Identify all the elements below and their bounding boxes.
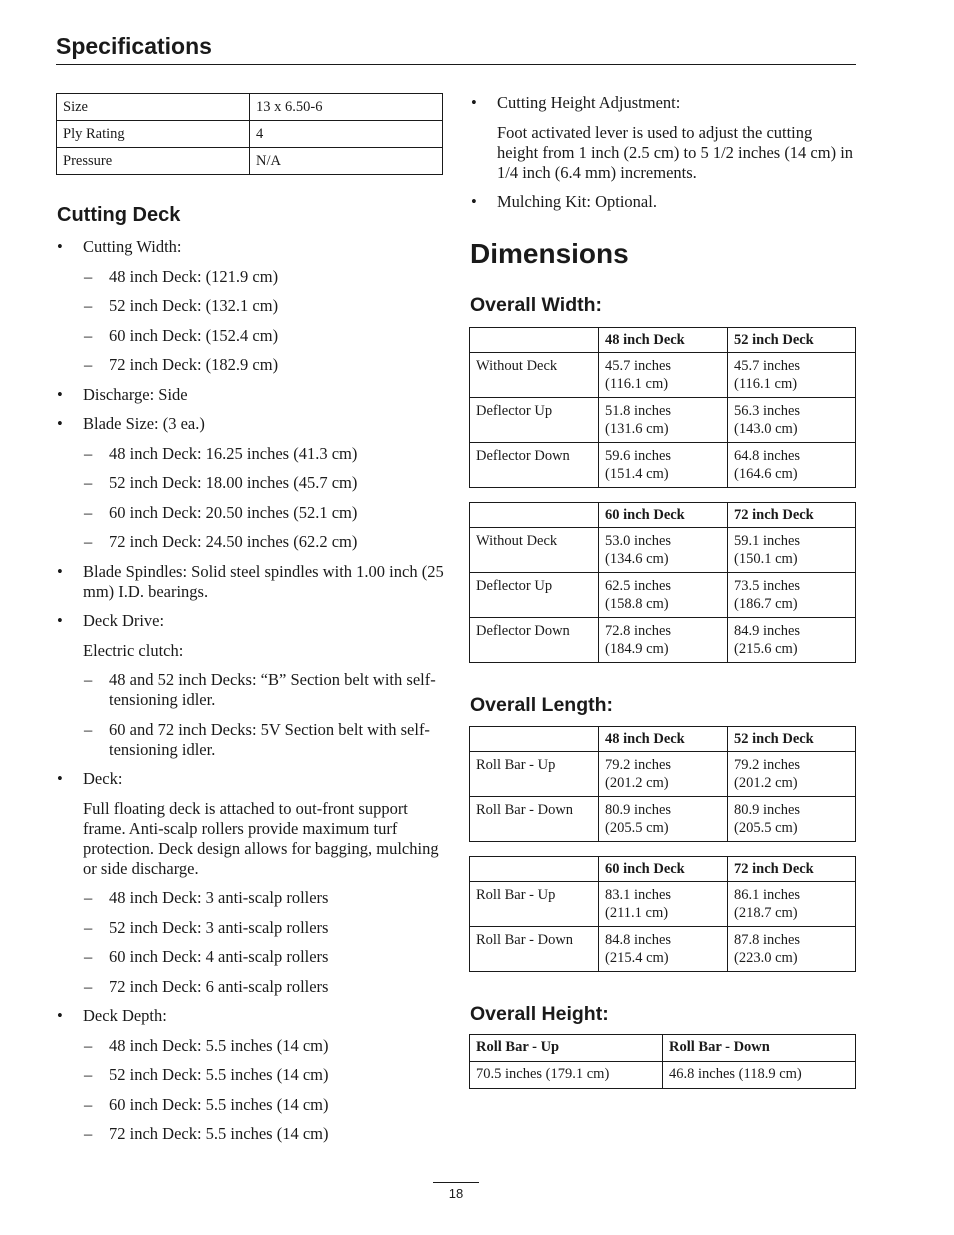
table-cell-label: Pressure bbox=[57, 148, 250, 175]
table-header-row bbox=[470, 503, 856, 528]
list-item: – 48 inch Deck: (121.9 cm) bbox=[56, 267, 446, 287]
table-header-cell bbox=[470, 328, 599, 353]
list-item: – 60 inch Deck: 4 anti-scalp rollers bbox=[56, 947, 446, 967]
table-header-cell: 72 inch Deck bbox=[728, 503, 856, 528]
overall-length-table-48-52 bbox=[469, 726, 856, 842]
table-header-row bbox=[470, 328, 856, 353]
list-item: – 52 inch Deck: 3 anti-scalp rollers bbox=[56, 918, 446, 938]
table-cell-value: 56.3 inches (143.0 cm) bbox=[728, 398, 856, 443]
table-cell-value: 45.7 inches (116.1 cm) bbox=[599, 353, 728, 398]
list-item: – 52 inch Deck: 5.5 inches (14 cm) bbox=[56, 1065, 446, 1085]
table-cell-value: 80.9 inches (205.5 cm) bbox=[599, 797, 728, 842]
table-row bbox=[57, 121, 443, 148]
table-row bbox=[57, 94, 443, 121]
list-item: – 60 inch Deck: 5.5 inches (14 cm) bbox=[56, 1095, 446, 1115]
table-cell-value: 87.8 inches (223.0 cm) bbox=[728, 927, 856, 972]
list-item: – 48 inch Deck: 16.25 inches (41.3 cm) bbox=[56, 444, 446, 464]
table-row bbox=[470, 1062, 856, 1089]
table-header-cell: 60 inch Deck bbox=[599, 503, 728, 528]
overall-height-table bbox=[469, 1034, 856, 1089]
table-row bbox=[470, 353, 856, 398]
list-item: – 60 and 72 inch Decks: 5V Section belt with self-tensioning idler. bbox=[56, 720, 446, 760]
overall-length-table-60-72 bbox=[469, 856, 856, 972]
list-item: • Cutting Height Adjustment: bbox=[470, 93, 854, 113]
table-row bbox=[470, 528, 856, 573]
table-header-cell: 60 inch Deck bbox=[599, 857, 728, 882]
table-cell-label: Roll Bar - Up bbox=[470, 752, 599, 797]
overall-width-heading: Overall Width: bbox=[470, 294, 603, 316]
list-item: – 60 inch Deck: 20.50 inches (52.1 cm) bbox=[56, 503, 446, 523]
table-cell-label: Deflector Up bbox=[470, 398, 599, 443]
table-cell-value: 84.9 inches (215.6 cm) bbox=[728, 618, 856, 663]
table-row bbox=[57, 148, 443, 175]
table-cell-value: 79.2 inches (201.2 cm) bbox=[728, 752, 856, 797]
cutting-deck-list bbox=[56, 237, 446, 1144]
table-row bbox=[470, 398, 856, 443]
table-cell-value: 46.8 inches (118.9 cm) bbox=[663, 1062, 856, 1089]
table-cell-value: 4 bbox=[250, 121, 443, 148]
table-header-cell: 48 inch Deck bbox=[599, 328, 728, 353]
table-cell-label: Roll Bar - Down bbox=[470, 797, 599, 842]
table-header-cell: 72 inch Deck bbox=[728, 857, 856, 882]
list-item: – 48 inch Deck: 5.5 inches (14 cm) bbox=[56, 1036, 446, 1056]
list-item: • Blade Size: (3 ea.) bbox=[56, 414, 446, 434]
overall-width-table-60-72 bbox=[469, 502, 856, 663]
table-cell-value: N/A bbox=[250, 148, 443, 175]
table-cell-label: Without Deck bbox=[470, 528, 599, 573]
page-number: 18 bbox=[448, 1186, 464, 1201]
table-cell-value: 53.0 inches (134.6 cm) bbox=[599, 528, 728, 573]
table-cell-value: 84.8 inches (215.4 cm) bbox=[599, 927, 728, 972]
list-item: • Discharge: Side bbox=[56, 385, 446, 405]
cutting-deck-continued bbox=[470, 93, 854, 222]
table-cell-value: 45.7 inches (116.1 cm) bbox=[728, 353, 856, 398]
list-item: • Deck Drive: bbox=[56, 611, 446, 631]
table-cell-label: Deflector Down bbox=[470, 618, 599, 663]
table-cell-value: 64.8 inches (164.6 cm) bbox=[728, 443, 856, 488]
cutting-deck-section bbox=[56, 203, 446, 1154]
table-header-row bbox=[470, 857, 856, 882]
paragraph: Foot activated lever is used to adjust the cutting height from 1 inch (2.5 cm) to 5 1/2 inches (14 cm) in 1/4 inch (6.4 mm) increments. bbox=[497, 122, 854, 182]
page-section-title: Specifications bbox=[56, 33, 212, 59]
table-header-row bbox=[470, 1035, 856, 1062]
footer-divider bbox=[433, 1182, 479, 1183]
table-cell-label: Ply Rating bbox=[57, 121, 250, 148]
tire-spec-table bbox=[56, 93, 443, 175]
cutting-deck-heading: Cutting Deck bbox=[57, 204, 181, 226]
table-cell-value: 13 x 6.50-6 bbox=[250, 94, 443, 121]
table-header-cell: 52 inch Deck bbox=[728, 328, 856, 353]
list-item: • Deck: bbox=[56, 769, 446, 789]
paragraph: Full floating deck is attached to out-front support frame. Anti-scalp rollers provide maximum turf protection. Deck design allows for bagging, mulching or side discharge. bbox=[83, 798, 439, 878]
list-item: – 72 inch Deck: 6 anti-scalp rollers bbox=[56, 977, 446, 997]
paragraph: Electric clutch: bbox=[83, 640, 184, 660]
table-cell-value: 86.1 inches (218.7 cm) bbox=[728, 882, 856, 927]
table-row bbox=[470, 752, 856, 797]
table-cell-value: 79.2 inches (201.2 cm) bbox=[599, 752, 728, 797]
list-item: – 72 inch Deck: 5.5 inches (14 cm) bbox=[56, 1124, 446, 1144]
table-header-cell bbox=[470, 727, 599, 752]
table-header-cell bbox=[470, 503, 599, 528]
table-cell-value: 59.6 inches (151.4 cm) bbox=[599, 443, 728, 488]
list-item: – 60 inch Deck: (152.4 cm) bbox=[56, 326, 446, 346]
list-item: – 48 inch Deck: 3 anti-scalp rollers bbox=[56, 888, 446, 908]
table-cell-label: Roll Bar - Down bbox=[470, 927, 599, 972]
table-cell-value: 73.5 inches (186.7 cm) bbox=[728, 573, 856, 618]
table-cell-value: 59.1 inches (150.1 cm) bbox=[728, 528, 856, 573]
table-header-cell: Roll Bar - Up bbox=[470, 1035, 663, 1062]
list-item: • Blade Spindles: Solid steel spindles with 1.00 inch (25 mm) I.D. bearings. bbox=[56, 562, 446, 602]
list-item: – 52 inch Deck: 18.00 inches (45.7 cm) bbox=[56, 473, 446, 493]
table-cell-label: Roll Bar - Up bbox=[470, 882, 599, 927]
list-item: • Mulching Kit: Optional. bbox=[470, 192, 854, 212]
table-cell-value: 70.5 inches (179.1 cm) bbox=[470, 1062, 663, 1089]
table-row bbox=[470, 443, 856, 488]
table-cell-label: Without Deck bbox=[470, 353, 599, 398]
table-cell-value: 80.9 inches (205.5 cm) bbox=[728, 797, 856, 842]
list-item: • Cutting Width: bbox=[56, 237, 446, 257]
table-row bbox=[470, 573, 856, 618]
header-divider bbox=[56, 64, 856, 65]
table-row bbox=[470, 797, 856, 842]
overall-length-heading: Overall Length: bbox=[470, 694, 614, 716]
table-header-cell bbox=[470, 857, 599, 882]
list-item: – 72 inch Deck: 24.50 inches (62.2 cm) bbox=[56, 532, 446, 552]
list-item: – 52 inch Deck: (132.1 cm) bbox=[56, 296, 446, 316]
table-cell-label: Size bbox=[57, 94, 250, 121]
table-header-row bbox=[470, 727, 856, 752]
list-item: – 48 and 52 inch Decks: “B” Section belt with self-tensioning idler. bbox=[56, 670, 446, 710]
table-row bbox=[470, 927, 856, 972]
table-cell-value: 83.1 inches (211.1 cm) bbox=[599, 882, 728, 927]
table-cell-value: 62.5 inches (158.8 cm) bbox=[599, 573, 728, 618]
table-cell-value: 72.8 inches (184.9 cm) bbox=[599, 618, 728, 663]
list-item: • Deck Depth: bbox=[56, 1006, 446, 1026]
table-cell-label: Deflector Down bbox=[470, 443, 599, 488]
table-cell-label: Deflector Up bbox=[470, 573, 599, 618]
table-header-cell: 48 inch Deck bbox=[599, 727, 728, 752]
table-row bbox=[470, 882, 856, 927]
table-header-cell: 52 inch Deck bbox=[728, 727, 856, 752]
overall-height-heading: Overall Height: bbox=[470, 1003, 609, 1025]
dimensions-heading: Dimensions bbox=[470, 238, 629, 269]
table-row bbox=[470, 618, 856, 663]
overall-width-table-48-52 bbox=[469, 327, 856, 488]
table-header-cell: Roll Bar - Down bbox=[663, 1035, 856, 1062]
table-cell-value: 51.8 inches (131.6 cm) bbox=[599, 398, 728, 443]
list-item: – 72 inch Deck: (182.9 cm) bbox=[56, 355, 446, 375]
